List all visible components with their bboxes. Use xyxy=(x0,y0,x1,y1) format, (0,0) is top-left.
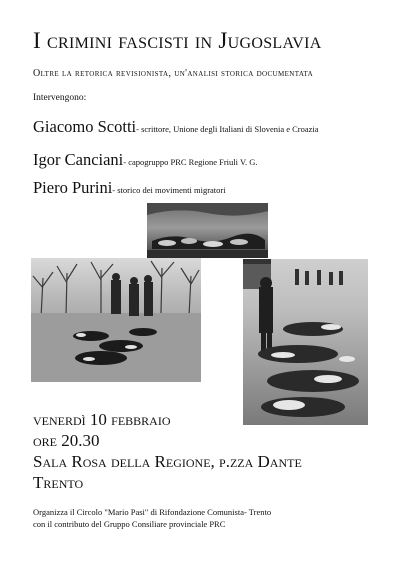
organizer-line-2: con il contributo del Gruppo Consiliare provinciale PRC xyxy=(33,519,226,529)
speaker-role: - scrittore, Unione degli Italiani di Slovenia e Croazia xyxy=(136,124,319,134)
organizer-line-1: Organizza il Circolo "Mario Pasi" di Rifondazione Comunista- Trento xyxy=(33,507,272,517)
organizer-note xyxy=(33,506,271,530)
speaker-name: Giacomo Scotti xyxy=(33,117,137,136)
speaker-role: - storico dei movimenti migratori xyxy=(112,185,226,195)
event-venue: Sala Rosa della Regione, p.zza Dante xyxy=(33,452,302,471)
speaker-purini xyxy=(33,178,226,198)
speaker-role: - capogruppo PRC Regione Friuli V. G. xyxy=(123,157,258,167)
speakers-intro: Intervengono: xyxy=(33,93,87,103)
event-date: venerdì 10 febbraio xyxy=(33,410,171,429)
photo-victims-ditch xyxy=(147,203,268,258)
photo-bodies-field xyxy=(243,259,368,425)
poster-subtitle: Oltre la retorica revisionista, un'analisi storica documentata xyxy=(33,68,314,79)
speaker-name: Piero Purini xyxy=(33,178,113,197)
speaker-canciani xyxy=(33,150,258,170)
speaker-scotti xyxy=(33,117,319,137)
event-city: Trento xyxy=(33,473,84,492)
speaker-name: Igor Canciani xyxy=(33,150,124,169)
event-time: ore 20.30 xyxy=(33,431,100,450)
event-details xyxy=(33,409,302,493)
poster-title: I crimini fascisti in Jugoslavia xyxy=(33,28,322,53)
photo-soldiers-orchard xyxy=(31,258,201,382)
